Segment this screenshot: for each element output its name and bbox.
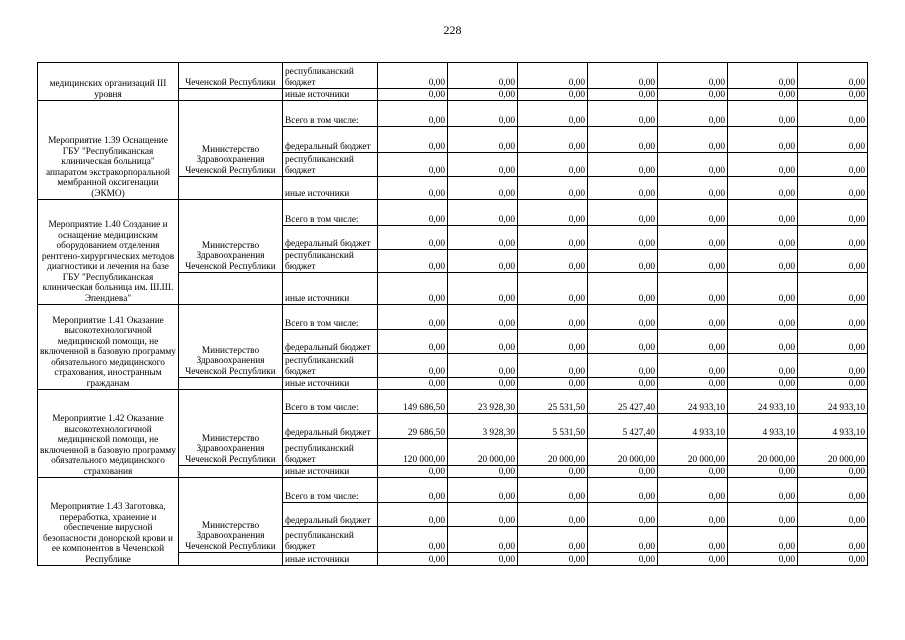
executor-empty-cell — [179, 273, 283, 305]
amount-cell: 25 427,40 — [588, 390, 658, 414]
amount-cell: 0,00 — [588, 378, 658, 390]
amount-cell: 0,00 — [658, 330, 728, 354]
amount-cell: 0,00 — [378, 127, 448, 153]
amount-cell: 0,00 — [518, 478, 588, 503]
amount-cell: 0,00 — [728, 177, 798, 200]
amount-cell: 0,00 — [728, 503, 798, 527]
executor-empty-cell — [179, 378, 283, 390]
amount-cell: 0,00 — [798, 478, 868, 503]
table-row — [38, 63, 868, 89]
amount-cell: 0,00 — [448, 89, 518, 101]
amount-cell: 0,00 — [658, 378, 728, 390]
amount-cell: 0,00 — [518, 200, 588, 226]
amount-cell: 0,00 — [798, 101, 868, 127]
amount-cell: 4 933,10 — [658, 414, 728, 439]
table-row — [38, 200, 868, 226]
funding-source-cell: республиканский бюджет — [283, 250, 378, 273]
amount-cell: 0,00 — [518, 226, 588, 250]
event-cell: Мероприятие 1.40 Создание и оснащение медицинским оборудованием отделения рентгено-хирургических методов диагностики и лечения на базе ГБУ "Республиканская клиническая больница им. Ш.Ш. Эпендиева" — [38, 200, 179, 305]
amount-cell: 0,00 — [518, 250, 588, 273]
amount-cell: 0,00 — [798, 273, 868, 305]
amount-cell: 0,00 — [448, 273, 518, 305]
amount-cell: 0,00 — [798, 63, 868, 89]
amount-cell: 0,00 — [658, 273, 728, 305]
executor-cell: Министерство Здравоохранения Чеченской Республики — [179, 390, 283, 466]
amount-cell: 0,00 — [378, 177, 448, 200]
amount-cell: 0,00 — [588, 177, 658, 200]
executor-empty-cell — [179, 177, 283, 200]
amount-cell: 0,00 — [658, 466, 728, 478]
amount-cell: 0,00 — [448, 330, 518, 354]
amount-cell: 0,00 — [798, 177, 868, 200]
amount-cell: 0,00 — [798, 200, 868, 226]
amount-cell: 0,00 — [378, 354, 448, 378]
funding-source-cell: федеральный бюджет — [283, 414, 378, 439]
executor-empty-cell — [179, 466, 283, 478]
amount-cell: 0,00 — [798, 250, 868, 273]
amount-cell: 0,00 — [728, 89, 798, 101]
funding-source-cell: иные источники — [283, 177, 378, 200]
amount-cell: 0,00 — [518, 553, 588, 566]
amount-cell: 0,00 — [728, 250, 798, 273]
amount-cell: 0,00 — [378, 527, 448, 553]
budget-table — [37, 62, 868, 566]
amount-cell: 0,00 — [378, 250, 448, 273]
amount-cell: 0,00 — [798, 503, 868, 527]
amount-cell: 0,00 — [448, 127, 518, 153]
amount-cell: 0,00 — [378, 553, 448, 566]
amount-cell: 0,00 — [728, 553, 798, 566]
amount-cell: 0,00 — [588, 330, 658, 354]
amount-cell: 0,00 — [798, 153, 868, 177]
amount-cell: 0,00 — [588, 478, 658, 503]
amount-cell: 0,00 — [518, 305, 588, 330]
amount-cell: 0,00 — [798, 330, 868, 354]
executor-cell: Министерство Здравоохранения Чеченской Республики — [179, 305, 283, 378]
funding-source-cell: федеральный бюджет — [283, 503, 378, 527]
amount-cell: 0,00 — [798, 226, 868, 250]
table-row — [38, 478, 868, 503]
amount-cell: 0,00 — [448, 63, 518, 89]
amount-cell: 0,00 — [378, 378, 448, 390]
event-cell: Мероприятие 1.39 Оснащение ГБУ "Республиканская клиническая больница" аппаратом экстракорпоральной мембранной оксигенации (ЭКМО) — [38, 101, 179, 200]
amount-cell: 3 928,30 — [448, 414, 518, 439]
amount-cell: 0,00 — [728, 305, 798, 330]
amount-cell: 20 000,00 — [798, 439, 868, 466]
amount-cell: 0,00 — [658, 63, 728, 89]
amount-cell: 0,00 — [448, 250, 518, 273]
amount-cell: 0,00 — [658, 200, 728, 226]
amount-cell: 0,00 — [518, 354, 588, 378]
funding-source-cell: Всего в том числе: — [283, 478, 378, 503]
amount-cell: 0,00 — [448, 354, 518, 378]
funding-source-cell: республиканский бюджет — [283, 354, 378, 378]
amount-cell: 24 933,10 — [728, 390, 798, 414]
amount-cell: 0,00 — [658, 127, 728, 153]
amount-cell: 0,00 — [378, 101, 448, 127]
executor-cell: Министерство Здравоохранения Чеченской Республики — [179, 101, 283, 177]
amount-cell: 0,00 — [658, 305, 728, 330]
executor-empty-cell — [179, 553, 283, 566]
amount-cell: 0,00 — [588, 466, 658, 478]
amount-cell: 0,00 — [378, 478, 448, 503]
page-number: 228 — [443, 23, 462, 37]
funding-source-cell: Всего в том числе: — [283, 390, 378, 414]
amount-cell: 0,00 — [378, 273, 448, 305]
amount-cell: 0,00 — [658, 89, 728, 101]
amount-cell: 0,00 — [588, 200, 658, 226]
amount-cell: 0,00 — [658, 354, 728, 378]
amount-cell: 0,00 — [518, 63, 588, 89]
amount-cell: 25 531,50 — [518, 390, 588, 414]
amount-cell: 0,00 — [658, 527, 728, 553]
amount-cell: 0,00 — [448, 478, 518, 503]
amount-cell: 0,00 — [798, 378, 868, 390]
funding-source-cell: иные источники — [283, 378, 378, 390]
amount-cell: 120 000,00 — [378, 439, 448, 466]
event-cell: Мероприятие 1.42 Оказание высокотехнологичной медицинской помощи, не включенной в базовую программу обязательного медицинского страхования — [38, 390, 179, 478]
amount-cell: 0,00 — [728, 466, 798, 478]
amount-cell: 0,00 — [518, 466, 588, 478]
event-cell: Мероприятие 1.41 Оказание высокотехнологичной медицинской помощи, не включенной в базовую программу обязательного медицинского страхования, иностранным гражданам — [38, 305, 179, 390]
amount-cell: 0,00 — [518, 153, 588, 177]
funding-source-cell: федеральный бюджет — [283, 127, 378, 153]
amount-cell: 0,00 — [658, 226, 728, 250]
funding-source-cell: республиканский бюджет — [283, 63, 378, 89]
amount-cell: 0,00 — [728, 354, 798, 378]
amount-cell: 0,00 — [588, 153, 658, 177]
amount-cell: 20 000,00 — [658, 439, 728, 466]
amount-cell: 0,00 — [518, 273, 588, 305]
amount-cell: 24 933,10 — [658, 390, 728, 414]
amount-cell: 0,00 — [798, 89, 868, 101]
amount-cell: 0,00 — [728, 273, 798, 305]
funding-source-cell: Всего в том числе: — [283, 200, 378, 226]
amount-cell: 0,00 — [448, 200, 518, 226]
amount-cell: 0,00 — [728, 478, 798, 503]
amount-cell: 0,00 — [588, 354, 658, 378]
amount-cell: 0,00 — [588, 250, 658, 273]
event-cell: медицинских организаций III уровня — [38, 63, 179, 101]
amount-cell: 0,00 — [378, 305, 448, 330]
amount-cell: 0,00 — [798, 354, 868, 378]
amount-cell: 0,00 — [798, 305, 868, 330]
amount-cell: 0,00 — [518, 127, 588, 153]
amount-cell: 0,00 — [518, 89, 588, 101]
amount-cell: 0,00 — [378, 89, 448, 101]
amount-cell: 20 000,00 — [518, 439, 588, 466]
amount-cell: 0,00 — [658, 153, 728, 177]
amount-cell: 0,00 — [378, 466, 448, 478]
amount-cell: 0,00 — [658, 250, 728, 273]
amount-cell: 0,00 — [448, 177, 518, 200]
amount-cell: 0,00 — [728, 226, 798, 250]
amount-cell: 23 928,30 — [448, 390, 518, 414]
amount-cell: 0,00 — [378, 330, 448, 354]
amount-cell: 0,00 — [518, 527, 588, 553]
amount-cell: 0,00 — [448, 305, 518, 330]
amount-cell: 0,00 — [728, 153, 798, 177]
funding-source-cell: федеральный бюджет — [283, 226, 378, 250]
amount-cell: 0,00 — [588, 89, 658, 101]
amount-cell: 0,00 — [448, 153, 518, 177]
amount-cell: 0,00 — [448, 553, 518, 566]
amount-cell: 0,00 — [728, 101, 798, 127]
amount-cell: 0,00 — [378, 200, 448, 226]
amount-cell: 29 686,50 — [378, 414, 448, 439]
amount-cell: 4 933,10 — [798, 414, 868, 439]
funding-source-cell: республиканский бюджет — [283, 153, 378, 177]
amount-cell: 0,00 — [658, 101, 728, 127]
amount-cell: 0,00 — [588, 101, 658, 127]
amount-cell: 5 531,50 — [518, 414, 588, 439]
amount-cell: 0,00 — [798, 127, 868, 153]
amount-cell: 0,00 — [728, 378, 798, 390]
amount-cell: 0,00 — [588, 273, 658, 305]
amount-cell: 0,00 — [448, 527, 518, 553]
amount-cell: 0,00 — [728, 527, 798, 553]
funding-source-cell: иные источники — [283, 466, 378, 478]
amount-cell: 20 000,00 — [728, 439, 798, 466]
amount-cell: 0,00 — [378, 226, 448, 250]
amount-cell: 20 000,00 — [448, 439, 518, 466]
amount-cell: 24 933,10 — [798, 390, 868, 414]
amount-cell: 149 686,50 — [378, 390, 448, 414]
amount-cell: 0,00 — [448, 101, 518, 127]
amount-cell: 0,00 — [448, 226, 518, 250]
amount-cell: 0,00 — [378, 153, 448, 177]
amount-cell: 0,00 — [448, 466, 518, 478]
amount-cell: 0,00 — [658, 553, 728, 566]
amount-cell: 0,00 — [378, 503, 448, 527]
budget-table-body — [38, 63, 868, 566]
funding-source-cell: Всего в том числе: — [283, 305, 378, 330]
funding-source-cell: Всего в том числе: — [283, 101, 378, 127]
funding-source-cell: республиканский бюджет — [283, 439, 378, 466]
event-cell: Мероприятие 1.43 Заготовка, переработка, хранение и обеспечение вирусной безопасности донорской крови и ее компонентов в Чеченской Республике — [38, 478, 179, 566]
funding-source-cell: иные источники — [283, 89, 378, 101]
amount-cell: 0,00 — [728, 63, 798, 89]
amount-cell: 0,00 — [658, 478, 728, 503]
amount-cell: 0,00 — [588, 127, 658, 153]
amount-cell: 0,00 — [518, 177, 588, 200]
funding-source-cell: иные источники — [283, 273, 378, 305]
amount-cell: 0,00 — [728, 127, 798, 153]
amount-cell: 0,00 — [518, 330, 588, 354]
amount-cell: 5 427,40 — [588, 414, 658, 439]
amount-cell: 4 933,10 — [728, 414, 798, 439]
amount-cell: 0,00 — [518, 503, 588, 527]
amount-cell: 0,00 — [728, 330, 798, 354]
amount-cell: 0,00 — [588, 226, 658, 250]
amount-cell: 0,00 — [658, 503, 728, 527]
table-row — [38, 305, 868, 330]
executor-cell: Министерство Здравоохранения Чеченской Республики — [179, 478, 283, 553]
funding-source-cell: иные источники — [283, 553, 378, 566]
amount-cell: 0,00 — [588, 305, 658, 330]
amount-cell: 0,00 — [728, 200, 798, 226]
funding-source-cell: федеральный бюджет — [283, 330, 378, 354]
executor-cell: Министерство Здравоохранения Чеченской Республики — [179, 200, 283, 273]
amount-cell: 0,00 — [798, 466, 868, 478]
amount-cell: 0,00 — [518, 101, 588, 127]
amount-cell: 0,00 — [798, 527, 868, 553]
amount-cell: 0,00 — [588, 553, 658, 566]
executor-empty-cell — [179, 89, 283, 101]
executor-cell: Чеченской Республики — [179, 63, 283, 89]
amount-cell: 0,00 — [448, 378, 518, 390]
amount-cell: 0,00 — [798, 553, 868, 566]
amount-cell: 0,00 — [448, 503, 518, 527]
amount-cell: 0,00 — [588, 63, 658, 89]
amount-cell: 0,00 — [378, 63, 448, 89]
funding-source-cell: республиканский бюджет — [283, 527, 378, 553]
amount-cell: 0,00 — [588, 503, 658, 527]
amount-cell: 0,00 — [588, 527, 658, 553]
amount-cell: 0,00 — [518, 378, 588, 390]
table-row — [38, 101, 868, 127]
table-row — [38, 390, 868, 414]
amount-cell: 20 000,00 — [588, 439, 658, 466]
amount-cell: 0,00 — [658, 177, 728, 200]
